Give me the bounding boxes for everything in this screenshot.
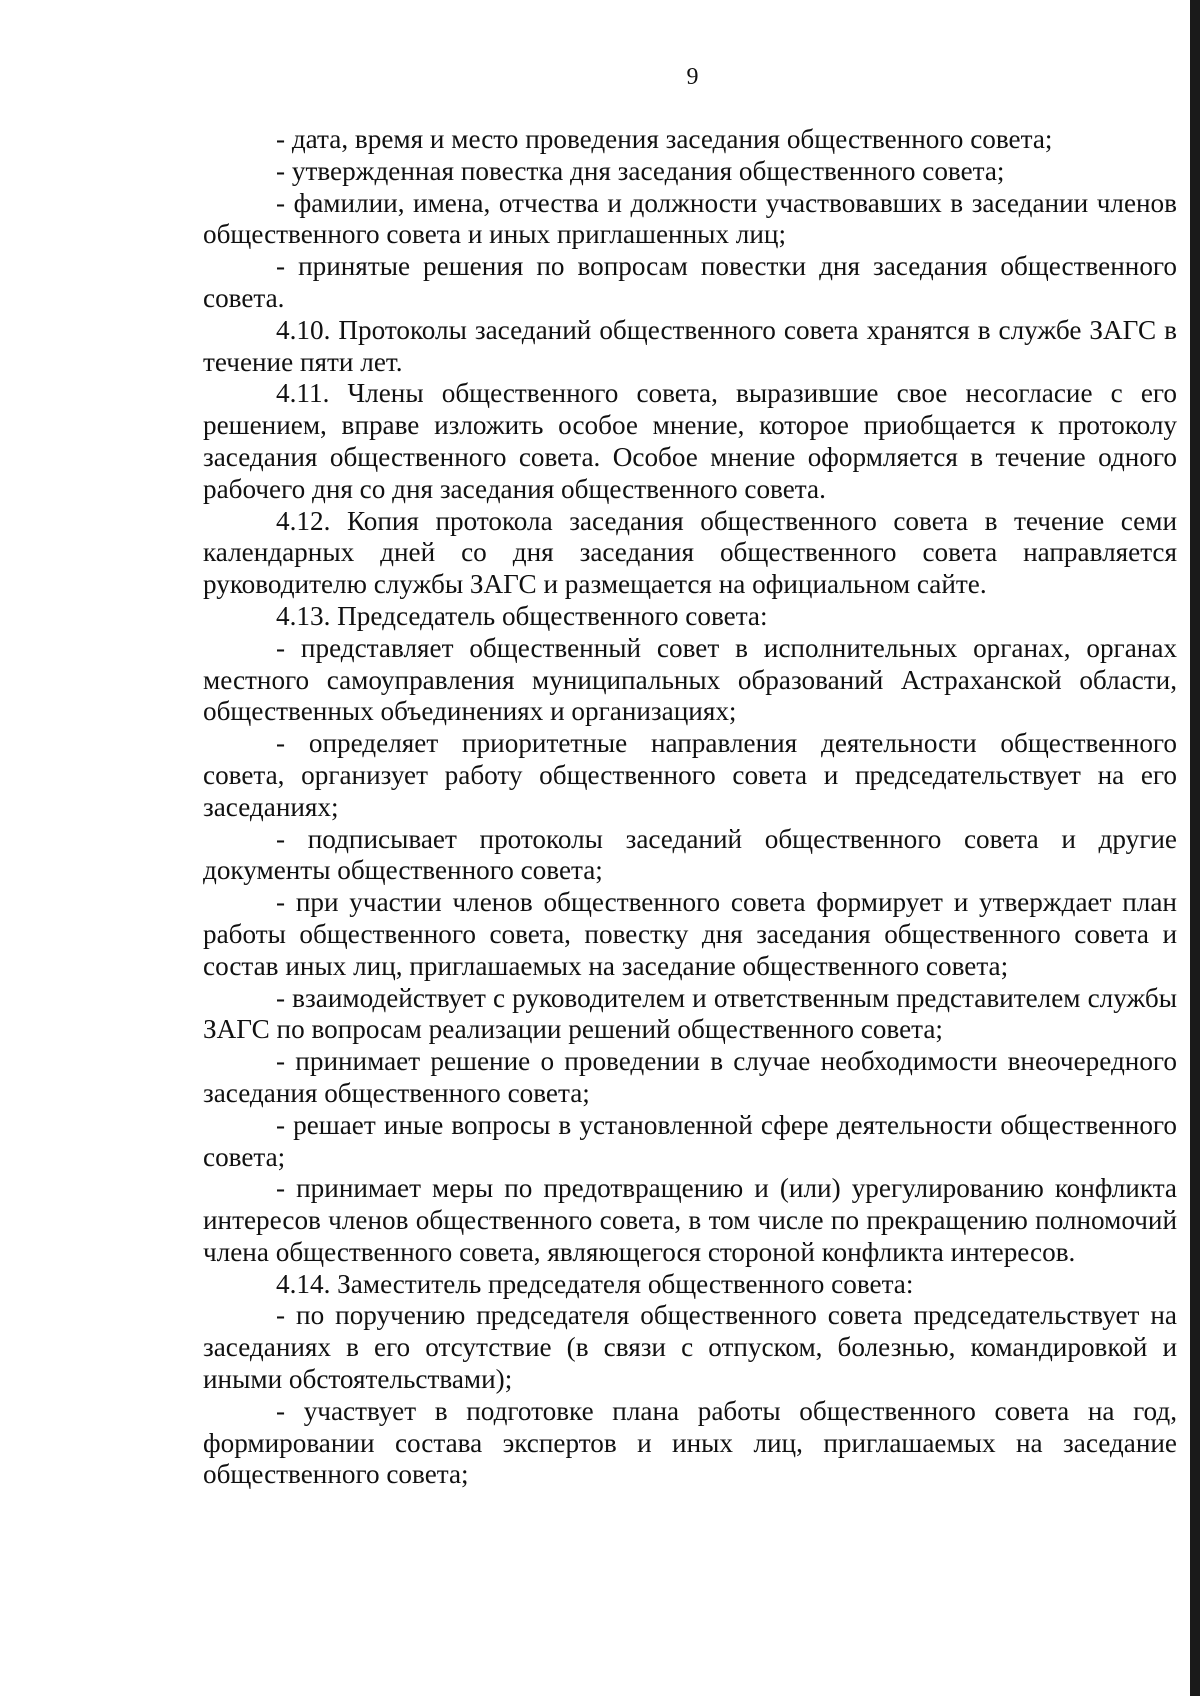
page-number: 9: [686, 64, 699, 90]
paragraph-chair-represents: - представляет общественный совет в исполнительных органах, органах местного самоуправления муниципальных образований Астраханской области, общественных объединениях и организациях;: [203, 632, 1177, 727]
paragraph-4-11: 4.11. Члены общественного совета, выразившие свое несогласие с его решением, вправе изложить особое мнение, которое приобщается к протоколу заседания общественного совета. Особое мнение оформляется в течение одного рабочего дня со дня заседания общественного совета.: [203, 378, 1177, 504]
paragraph-4-12: 4.12. Копия протокола заседания общественного совета в течение семи календарных дней со дня заседания общественного совета направляется руководителю службы ЗАГС и размещается на официальном сайте.: [203, 505, 1177, 600]
paragraph-chair-priorities: - определяет приоритетные направления деятельности общественного совета, организует работу общественного совета и председательствует на его заседаниях;: [203, 728, 1177, 822]
scan-edge: [1190, 0, 1200, 1696]
document-body: [203, 124, 1177, 1491]
paragraph-chair-extraordinary: - принимает решение о проведении в случае необходимости внеочередного заседания общественного совета;: [203, 1046, 1177, 1108]
paragraph-participants: - фамилии, имена, отчества и должности участвовавших в заседании членов общественного совета и иных приглашенных лиц;: [203, 187, 1177, 250]
paragraph-deputy-presides: - по поручению председателя общественного совета председательствует на заседаниях в его отсутствие (в связи с отпуском, болезнью, командировкой и иными обстоятельствами);: [203, 1300, 1177, 1395]
paragraph-approved-agenda: - утвержденная повестка дня заседания общественного совета;: [276, 155, 1005, 186]
paragraph-4-14-heading: 4.14. Заместитель председателя общественного совета:: [276, 1268, 914, 1299]
paragraph-4-13-heading: 4.13. Председатель общественного совета:: [276, 600, 768, 631]
paragraph-chair-interacts: - взаимодействует с руководителем и ответственным представителем службы ЗАГС по вопросам реализации решений общественного совета;: [203, 982, 1177, 1045]
paragraph-4-10: 4.10. Протоколы заседаний общественного совета хранятся в службе ЗАГС в течение пяти лет.: [203, 314, 1177, 377]
paragraph-deputy-plan: - участвует в подготовке плана работы общественного совета на год, формировании состава экспертов и иных лиц, приглашаемых на заседание общественного совета;: [203, 1395, 1177, 1490]
paragraph-meeting-date: - дата, время и место проведения заседания общественного совета;: [276, 124, 1053, 154]
paragraph-chair-work-plan: - при участии членов общественного совета формирует и утверждает план работы общественного совета, повестку дня заседания общественного совета и состав иных лиц, приглашаемых на заседание общественного совета;: [203, 887, 1177, 981]
paragraph-chair-signs: - подписывает протоколы заседаний общественного совета и другие документы общественного совета;: [203, 823, 1177, 886]
paragraph-chair-conflict: - принимает меры по предотвращению и (или) урегулированию конфликта интересов членов общественного совета, в том числе по прекращению полномочий члена общественного совета, являющегося стороной конфликта интересов.: [203, 1173, 1177, 1267]
paragraph-chair-other-issues: - решает иные вопросы в установленной сфере деятельности общественного совета;: [203, 1109, 1177, 1172]
paragraph-decisions: - принятые решения по вопросам повестки дня заседания общественного совета.: [203, 251, 1177, 313]
